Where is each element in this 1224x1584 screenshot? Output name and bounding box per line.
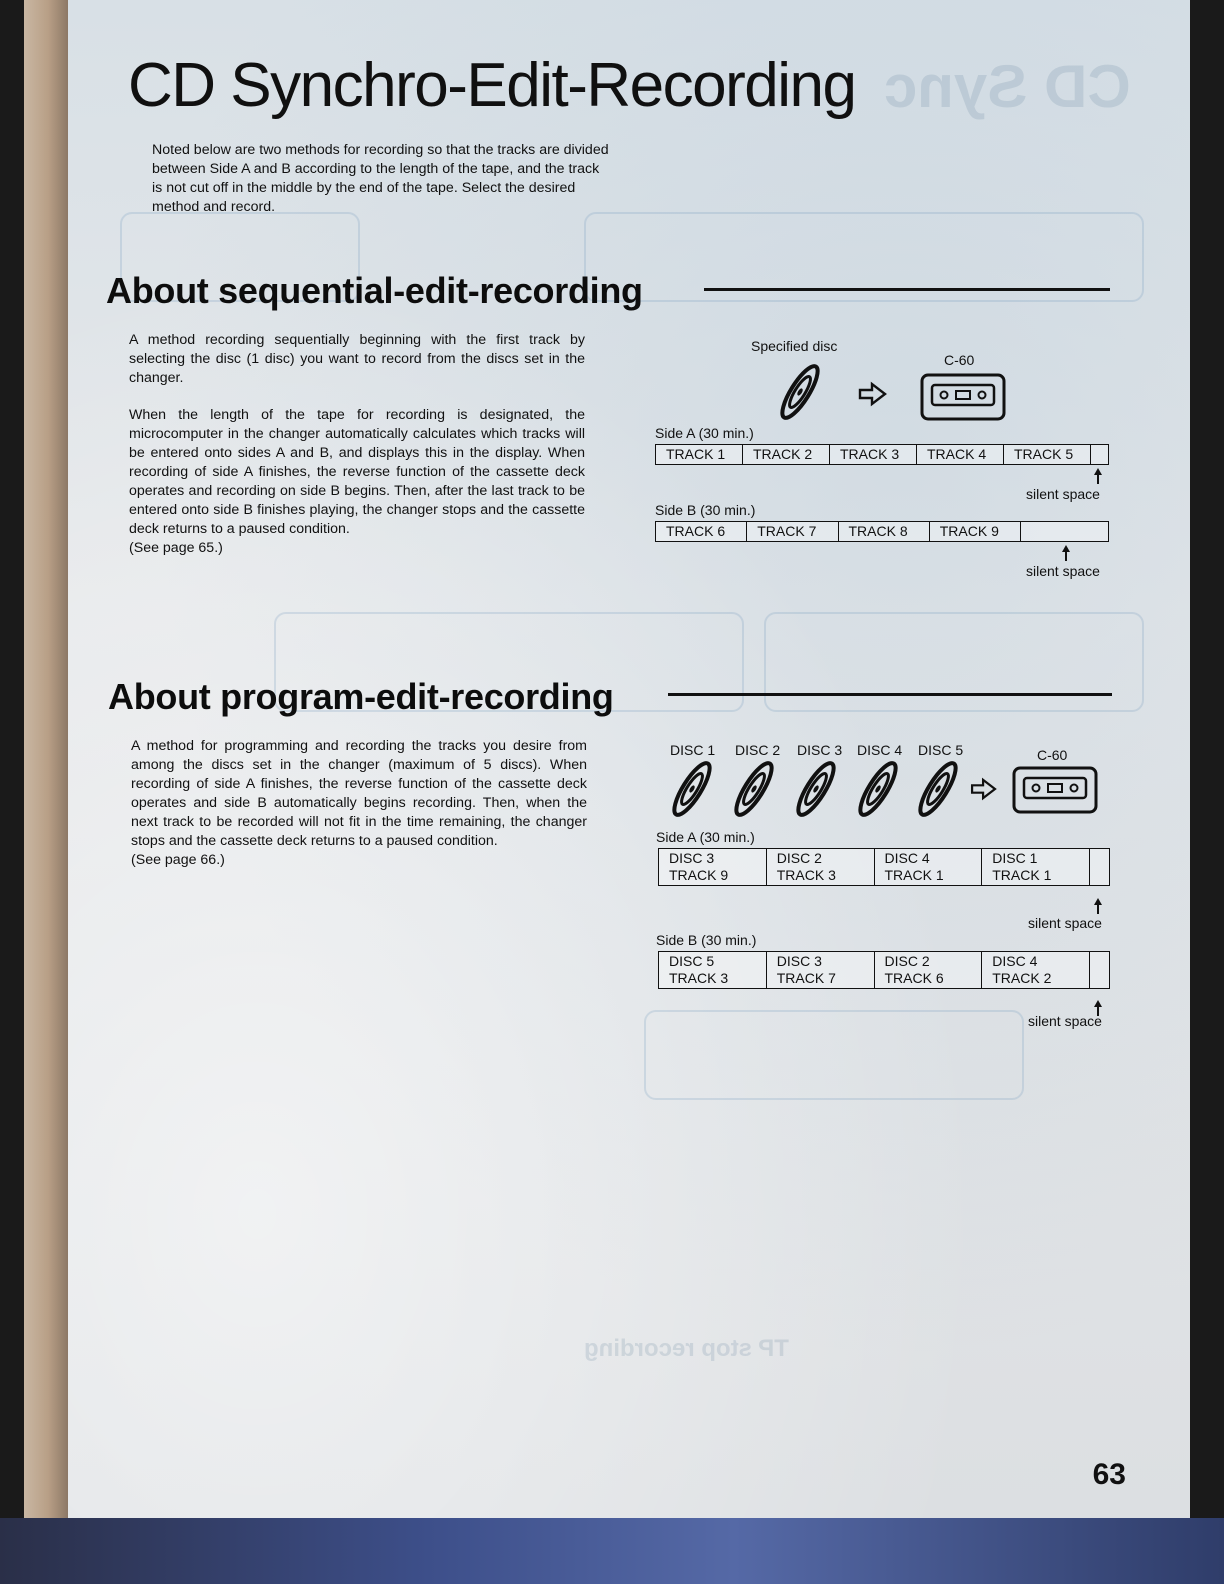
- side-b-label: Side B (30 min.): [655, 502, 756, 518]
- arrow-shaft: [1065, 551, 1067, 561]
- disc-number: DISC 4: [992, 953, 1038, 969]
- disc-label: DISC 4: [857, 742, 903, 758]
- page-title: CD Synchro-Edit-Recording: [128, 51, 856, 120]
- arrow-right-icon: [970, 778, 998, 800]
- program-cell: [659, 849, 767, 886]
- track-cell: TRACK 4: [917, 445, 1004, 465]
- sequential-para-1: A method recording sequentially beginning with the first track by selecting the disc (1 disc) you want to record from the discs set in the changer.: [129, 332, 585, 386]
- disc-label: DISC 5: [918, 742, 964, 758]
- disc-label: DISC 2: [735, 742, 781, 758]
- program-cell: [982, 952, 1090, 989]
- disc-number: DISC 2: [776, 850, 822, 866]
- sequential-para-2: When the length of the tape for recording is designated, the microcomputer in the changer automatically calculates which tracks will be entered onto sides A and B, and displays this in the display. When recording of side A finishes, the reverse function of the cassette deck operates and recording on side B begins. Then, after the last track to be entered onto side B finishes playing, the changer stops and the cassette deck returns to a paused condition.: [129, 407, 585, 537]
- track-cell: TRACK 1: [656, 445, 743, 465]
- disc-number: DISC 1: [992, 850, 1038, 866]
- program-cell: [982, 849, 1090, 886]
- sequential-see-page: (See page 65.): [129, 540, 223, 556]
- track-cell: TRACK 3: [830, 445, 917, 465]
- track-number: TRACK 1: [992, 867, 1052, 883]
- disc-label: DISC 1: [670, 742, 716, 758]
- disc-number: DISC 5: [669, 953, 715, 969]
- side-a-label: Side A (30 min.): [656, 829, 755, 845]
- disc-icon: [726, 758, 782, 820]
- program-see-page: (See page 66.): [131, 852, 225, 868]
- track-cell: TRACK 8: [838, 522, 929, 542]
- track-number: TRACK 7: [776, 970, 836, 986]
- track-number: TRACK 1: [884, 867, 944, 883]
- bleed-through-title: CD Sync: [884, 53, 1131, 120]
- specified-disc-label: Specified disc: [751, 338, 838, 354]
- disc-icon: [850, 758, 906, 820]
- disc-number: DISC 3: [669, 850, 715, 866]
- silent-space-cell: [1021, 522, 1109, 542]
- arrow-right-icon: [858, 382, 888, 406]
- silent-space-cell: [1090, 952, 1110, 989]
- track-cell: TRACK 5: [1004, 445, 1091, 465]
- side-b-label: Side B (30 min.): [656, 932, 757, 948]
- track-cell: TRACK 9: [929, 522, 1020, 542]
- program-cell: [659, 952, 767, 989]
- intro-paragraph: Noted below are two methods for recording so that the tracks are divided between Side A and B according to the length of the tape, and the track is not cut off in the middle by the end of the tape. Select the desired method and record.: [152, 142, 609, 215]
- bleed-through-panel: [644, 1010, 1024, 1100]
- disc-icon: [788, 758, 844, 820]
- disc-number: DISC 3: [776, 953, 822, 969]
- heading-rule: [704, 288, 1110, 291]
- silent-space-cell: [1090, 849, 1110, 886]
- disc-icon: [664, 758, 720, 820]
- track-number: TRACK 3: [669, 970, 729, 986]
- page-binding-edge: [24, 0, 68, 1518]
- track-cell: TRACK 7: [747, 522, 838, 542]
- track-cell: TRACK 6: [656, 522, 747, 542]
- track-number: TRACK 6: [884, 970, 944, 986]
- silent-space-label: silent space: [1026, 486, 1100, 502]
- disc-number: DISC 4: [884, 850, 930, 866]
- scan-bottom-edge: [0, 1518, 1224, 1584]
- heading-rule: [668, 693, 1112, 696]
- cassette-label: C-60: [1037, 747, 1068, 763]
- track-number: TRACK 9: [669, 867, 729, 883]
- arrow-shaft: [1097, 904, 1099, 914]
- arrow-shaft: [1097, 474, 1099, 484]
- program-cell: [874, 952, 982, 989]
- side-a-label: Side A (30 min.): [655, 425, 754, 441]
- program-cell: [874, 849, 982, 886]
- disc-icon: [910, 758, 966, 820]
- side-a-track-table: [655, 444, 1109, 465]
- section-heading-program: About program-edit-recording: [108, 676, 614, 717]
- track-number: TRACK 3: [776, 867, 836, 883]
- track-number: TRACK 2: [992, 970, 1052, 986]
- disc-number: DISC 2: [884, 953, 930, 969]
- bleed-through-text: TP stop recording: [584, 1335, 789, 1362]
- side-b-program-table: [658, 951, 1110, 989]
- cassette-icon: [1012, 766, 1098, 814]
- manual-page: [24, 0, 1190, 1518]
- program-description: [131, 737, 587, 870]
- bleed-through-panel: [764, 612, 1144, 712]
- silent-space-label: silent space: [1028, 1013, 1102, 1029]
- sequential-description: [129, 331, 585, 558]
- silent-space-label: silent space: [1028, 915, 1102, 931]
- side-a-program-table: [658, 848, 1110, 886]
- page-number: 63: [1092, 1458, 1126, 1491]
- track-cell: TRACK 2: [743, 445, 830, 465]
- disc-icon: [772, 360, 828, 424]
- section-heading-sequential: About sequential-edit-recording: [106, 270, 643, 311]
- program-para: A method for programming and recording the tracks you desire from among the discs set in the changer (maximum of 5 discs). When recording of side A finishes, the reverse function of the cassette deck operates and side B automatically begins recording. Then, when the next track to be recorded will not fit in the time remaining, the changer stops and the cassette deck returns to a paused condition.: [131, 738, 587, 849]
- program-cell: [766, 849, 874, 886]
- program-cell: [766, 952, 874, 989]
- silent-space-cell: [1091, 445, 1109, 465]
- silent-space-label: silent space: [1026, 563, 1100, 579]
- disc-label: DISC 3: [797, 742, 843, 758]
- cassette-icon: [920, 373, 1006, 421]
- side-b-track-table: [655, 521, 1109, 542]
- cassette-label: C-60: [944, 352, 975, 368]
